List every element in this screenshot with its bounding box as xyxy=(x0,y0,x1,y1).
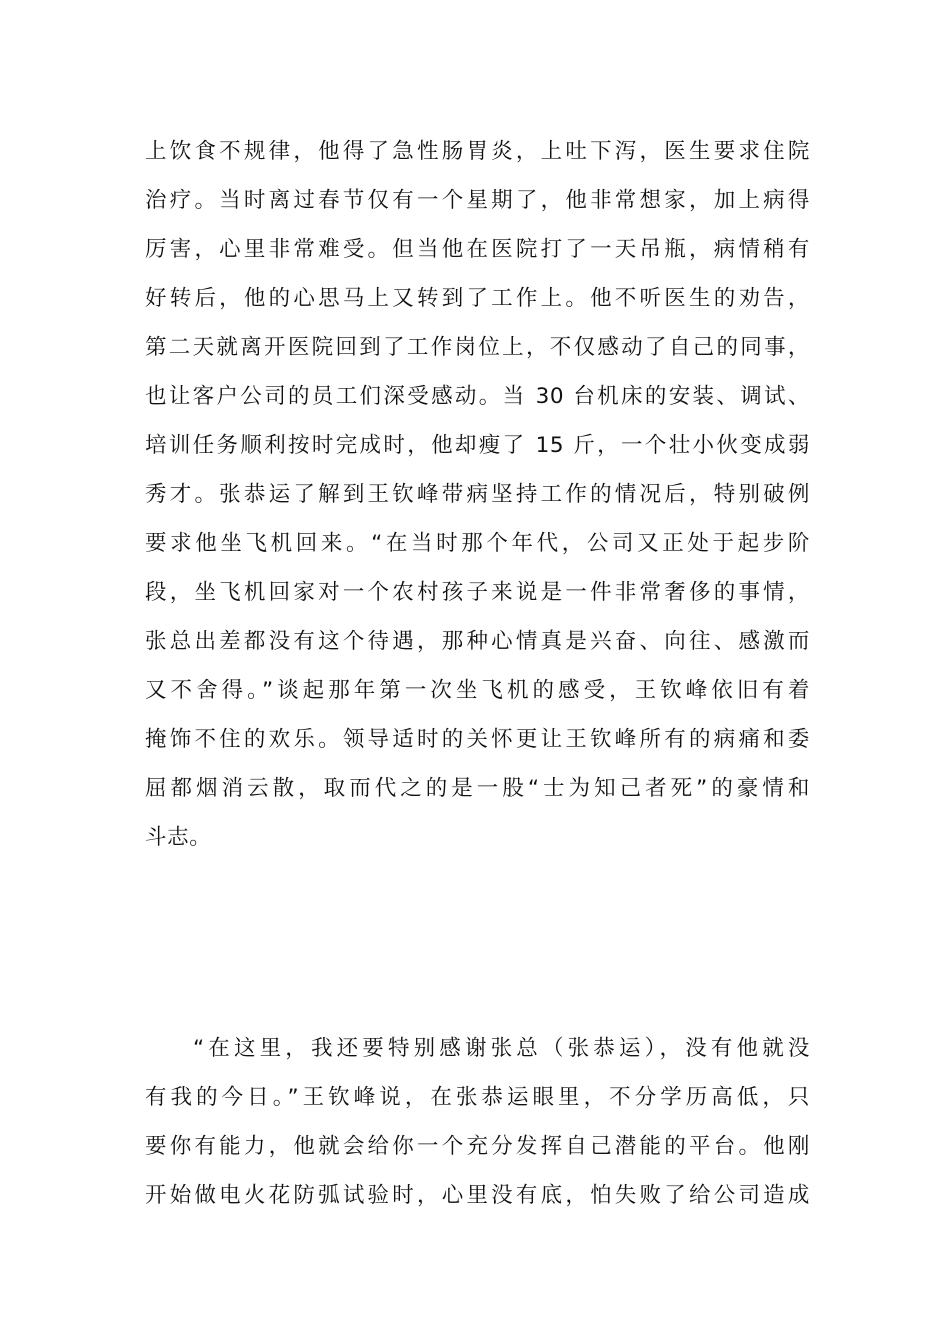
paragraph-line: 张总出差都没有这个待遇，那种心情真是兴奋、向往、感激而 xyxy=(145,629,810,654)
paragraph-line: 厉害，心里非常难受。但当他在医院打了一天吊瓶，病情稍有 xyxy=(145,237,810,262)
paragraph-line: 要你有能力，他就会给你一个充分发挥自己潜能的平台。他刚 xyxy=(145,1134,810,1159)
paragraph-line: 屈都烟消云散，取而代之的是一股“士为知己者死”的豪情和 xyxy=(145,776,810,801)
paragraph-line: 掩饰不住的欢乐。领导适时的关怀更让王钦峰所有的病痛和委 xyxy=(145,727,810,752)
paragraph-line: 也让客户公司的员工们深受感动。当 30 台机床的安装、调试、 xyxy=(145,384,810,409)
paragraph-line: 第二天就离开医院回到了工作岗位上，不仅感动了自己的同事， xyxy=(145,335,810,360)
paragraph-line: 好转后，他的心思马上又转到了工作上。他不听医生的劝告， xyxy=(145,286,810,311)
paragraph-line: 开始做电火花防弧试验时，心里没有底，怕失败了给公司造成 xyxy=(145,1183,810,1208)
paragraph-line: 有我的今日。”王钦峰说，在张恭运眼里，不分学历高低，只 xyxy=(145,1085,810,1110)
paragraph-line: 治疗。当时离过春节仅有一个星期了，他非常想家，加上病得 xyxy=(145,188,810,213)
paragraph-line: 要求他坐飞机回来。“在当时那个年代，公司又正处于起步阶 xyxy=(145,531,810,556)
paragraph-line: 斗志。 xyxy=(145,825,212,850)
paragraph-line: 段，坐飞机回家对一个农村孩子来说是一件非常奢侈的事情， xyxy=(145,580,810,605)
paragraph-line: 秀才。张恭运了解到王钦峰带病坚持工作的情况后，特别破例 xyxy=(145,482,810,507)
paragraph-line: 上饮食不规律，他得了急性肠胃炎，上吐下泻，医生要求住院 xyxy=(145,139,810,164)
paragraph-line: 又不舍得。”谈起那年第一次坐飞机的感受，王钦峰依旧有着 xyxy=(145,678,810,703)
paragraph-line: 培训任务顺利按时完成时，他却瘦了 15 斤，一个壮小伙变成弱 xyxy=(145,433,810,458)
paragraph-line: “在这里，我还要特别感谢张总（张恭运），没有他就没 xyxy=(193,1036,810,1061)
